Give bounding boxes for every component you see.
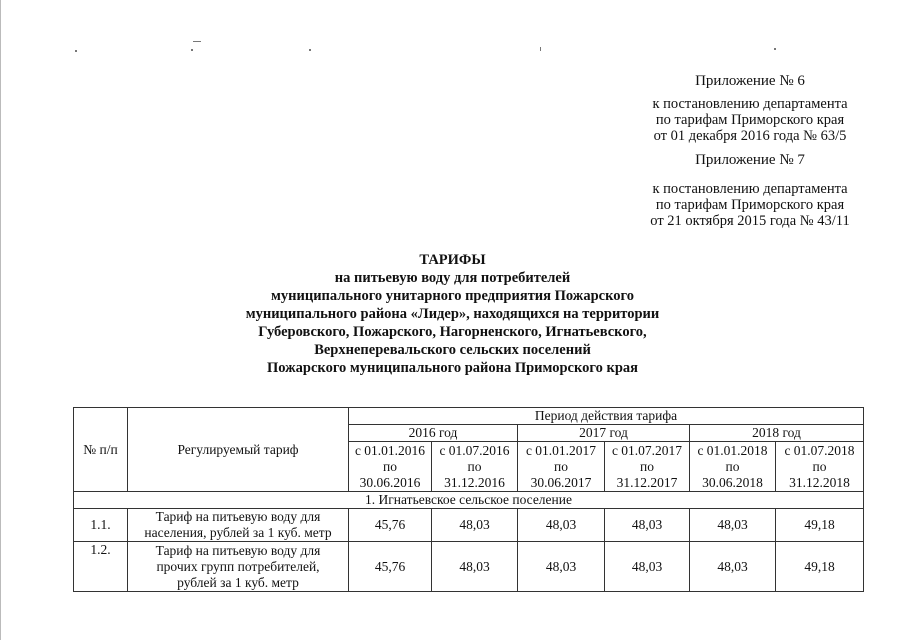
annex-6-line: к постановлению департамента [652, 96, 848, 112]
header-period-cell [605, 442, 690, 492]
header-period-cell [776, 442, 864, 492]
document-title [150, 251, 755, 377]
period-po: по [467, 458, 482, 474]
period-from: с 01.07.2017 [611, 442, 683, 458]
row-value: 45,76 [349, 542, 432, 592]
period-from: с 01.07.2016 [439, 442, 510, 458]
table-row [74, 542, 864, 592]
annex-7-line: по тарифам Приморского края [655, 197, 845, 213]
period-to: 31.12.2017 [616, 474, 678, 490]
row-value: 45,76 [349, 509, 432, 542]
section-row: 1. Игнатьевское сельское поселение [74, 492, 864, 509]
scan-speck [75, 50, 77, 52]
scan-edge [0, 0, 1, 640]
annex-7-line: от 21 октября 2015 года № 43/11 [650, 213, 850, 229]
table-row [74, 509, 864, 542]
row-value: 48,03 [605, 509, 690, 542]
title-line: Губеровского, Пожарского, Нагорненского, Игнатьевского, [258, 324, 647, 340]
period-from: с 01.01.2017 [525, 442, 597, 458]
scan-speck [193, 41, 201, 42]
tariff-line: рублей за 1 куб. метр [177, 574, 299, 590]
annex-6-line: от 01 декабря 2016 года № 63/5 [653, 128, 847, 144]
header-tariff: Регулируемый тариф [128, 408, 349, 492]
annex-6-title: Приложение № 6 [695, 73, 805, 89]
annex-7-reference [630, 181, 870, 229]
header-year-2016: 2016 год [349, 425, 518, 442]
row-num: 1.2. [74, 542, 128, 592]
tariff-line: Тариф на питьевую воду для [155, 509, 321, 524]
tariff-table [73, 407, 864, 592]
row-value: 48,03 [605, 542, 690, 592]
row-value: 49,18 [776, 542, 864, 592]
row-value: 48,03 [432, 542, 518, 592]
period-from: с 01.07.2018 [784, 442, 855, 458]
period-po: по [383, 458, 397, 474]
row-value: 48,03 [432, 509, 518, 542]
title-line: Верхнеперевальского сельских поселений [314, 342, 591, 358]
period-po: по [640, 458, 654, 474]
period-to: 31.12.2016 [444, 474, 505, 490]
period-po: по [725, 458, 740, 474]
annex-6-line: по тарифам Приморского края [655, 112, 845, 128]
tariff-line: Тариф на питьевую воду для [155, 542, 321, 558]
annex-7-title: Приложение № 7 [695, 152, 805, 168]
period-to: 30.06.2016 [359, 474, 421, 490]
header-period-cell [432, 442, 518, 492]
period-po: по [812, 458, 827, 474]
header-period-cell [349, 442, 432, 492]
header-num: № п/п [74, 408, 128, 492]
scan-speck [309, 49, 311, 51]
row-num: 1.1. [74, 509, 128, 542]
scan-speck [540, 47, 541, 51]
header-period: Период действия тарифа [349, 408, 864, 425]
row-value: 49,18 [776, 509, 864, 542]
header-period-cell [690, 442, 776, 492]
period-to: 30.06.2017 [530, 474, 592, 490]
period-from: с 01.01.2016 [354, 442, 426, 458]
row-value: 48,03 [518, 542, 605, 592]
period-to: 31.12.2018 [789, 474, 850, 490]
title-line: на питьевую воду для потребителей [334, 270, 571, 286]
annex-6-reference [630, 96, 870, 144]
header-year-2017: 2017 год [518, 425, 690, 442]
tariff-line: прочих групп потребителей, [156, 558, 320, 574]
scan-speck [191, 49, 193, 51]
title-line: муниципального унитарного предприятия Пожарского [271, 288, 634, 304]
title-line: Пожарского муниципального района Приморского края [266, 360, 639, 376]
row-tariff [128, 509, 349, 542]
period-to: 30.06.2018 [702, 474, 763, 490]
title-line: муниципального района «Лидер», находящихся на территории [245, 306, 660, 322]
period-po: по [554, 458, 568, 474]
scan-speck [774, 48, 776, 50]
annex-7-line: к постановлению департамента [652, 181, 848, 197]
header-period-cell [518, 442, 605, 492]
row-tariff [128, 542, 349, 592]
header-year-2018: 2018 год [690, 425, 864, 442]
period-from: с 01.01.2018 [697, 442, 768, 458]
row-value: 48,03 [690, 542, 776, 592]
row-value: 48,03 [518, 509, 605, 542]
tariff-line: населения, рублей за 1 куб. метр [144, 525, 332, 540]
row-value: 48,03 [690, 509, 776, 542]
title-main: ТАРИФЫ [419, 252, 486, 268]
